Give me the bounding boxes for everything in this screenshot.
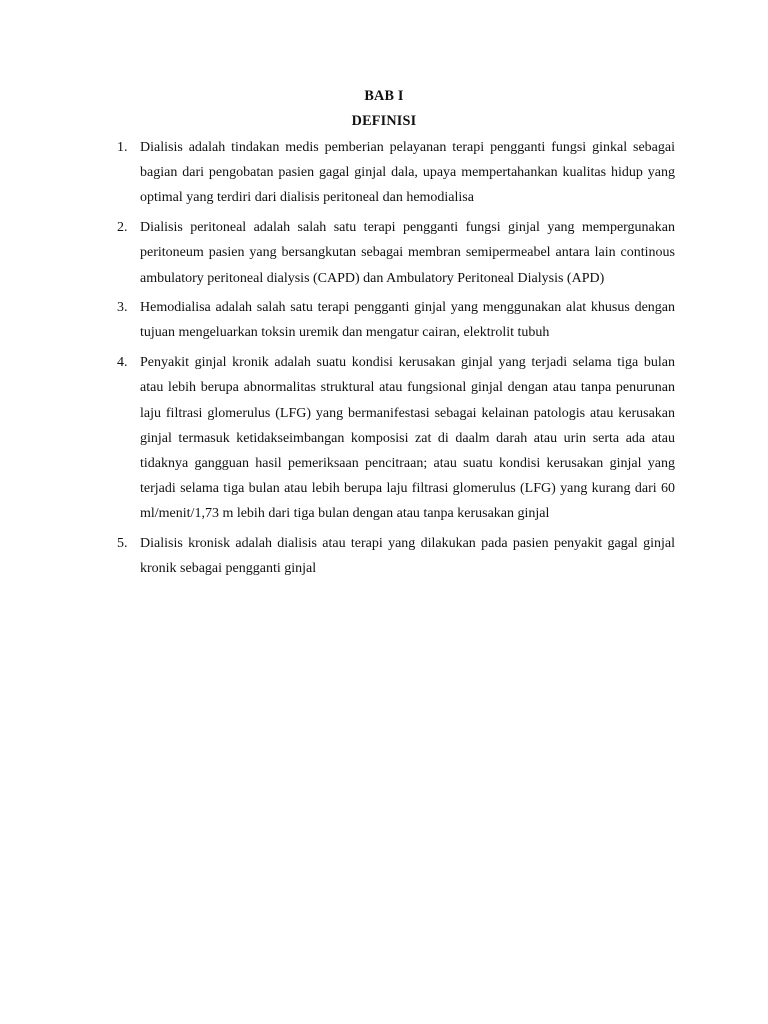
list-item-text: Dialisis adalah tindakan medis pemberian pelayanan terapi pengganti fungsi ginkal sebagai bagian dari pengobatan pasien gagal ginjal dala, upaya mempertahankan kualitas hidup yang optimal yang terdiri dari dialisis peritoneal dan hemodialisa — [140, 140, 675, 206]
list-item-number: 5. — [117, 536, 128, 552]
list-item — [0, 135, 768, 211]
list-item-number: 3. — [117, 300, 128, 316]
list-item-number: 1. — [117, 140, 128, 155]
chapter-heading: BAB I — [364, 88, 404, 104]
list-item — [0, 215, 768, 291]
list-item-text: Dialisis peritoneal adalah salah satu terapi pengganti fungsi ginjal yang mempergunakan peritoneum pasien yang bersangkutan sebagai membran semipermeabel antara lain continous ambulatory peritoneal dialysis (CAPD) dan Ambulatory Peritoneal Dialysis (APD) — [140, 220, 675, 286]
list-item-text: Hemodialisa adalah salah satu terapi pengganti ginjal yang menggunakan alat khusus dengan tujuan mengeluarkan toksin uremik dan mengatur cairan, elektrolit tubuh — [140, 300, 675, 341]
list-item-number: 2. — [117, 220, 128, 236]
list-item-text: Dialisis kronisk adalah dialisis atau terapi yang dilakukan pada pasien penyakit gagal ginjal kronik sebagai pengganti ginjal — [140, 536, 675, 577]
list-item — [0, 531, 768, 581]
list-item-number: 4. — [117, 355, 128, 371]
section-title: DEFINISI — [351, 113, 417, 129]
definition-list — [0, 135, 768, 586]
list-item — [0, 350, 768, 526]
list-item-text: Penyakit ginjal kronik adalah suatu kondisi kerusakan ginjal yang terjadi selama tiga bulan atau lebih berupa abnormalitas struktural atau fungsional ginjal dengan atau tanpa penurunan laju filtrasi glomerulus (LFG) yang bermanifestasi sebagai kelainan patologis atau kerusakan ginjal termasuk ketidakseimbangan komposisi zat di daalm darah atau urin serta ada atau tidaknya gangguan hasil pemeriksaan pencitraan; atau suatu kondisi kerusakan ginjal yang terjadi selama tiga bulan atau lebih berupa laju filtrasi glomerulus (LFG) yang kurang dari 60 ml/menit/1,73 m lebih dari tiga bulan dengan atau tanpa kerusakan ginjal — [140, 355, 675, 522]
list-item — [0, 295, 768, 345]
